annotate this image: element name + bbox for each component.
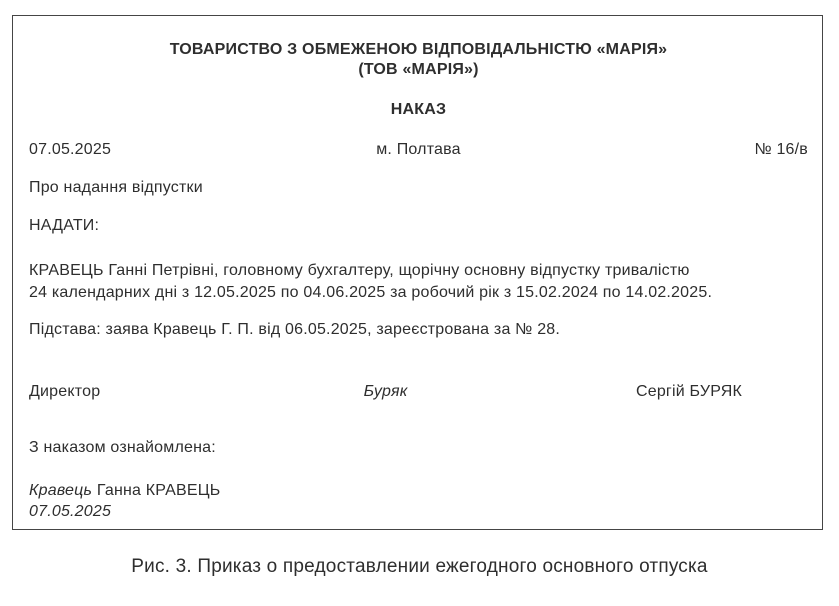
document-number: № 16/в (754, 141, 809, 158)
document-date: 07.05.2025 (29, 141, 112, 158)
employee-name: Ганна КРАВЕЦЬ (96, 482, 221, 499)
acknowledgement-signature-line (29, 480, 808, 501)
company-short-name: (ТОВ «МАРІЯ») (358, 61, 479, 78)
directive-heading: НАДАТИ: (29, 217, 100, 234)
document-type-title: НАКАЗ (390, 101, 447, 118)
director-signature-row (29, 383, 808, 400)
acknowledgement-date: 07.05.2025 (29, 503, 112, 520)
acknowledgement-block (29, 480, 808, 522)
order-body-line-2: 24 календарних дні з 12.05.2025 по 04.06.2025 за робочий рік з 15.02.2024 по 14.02.2025. (29, 284, 713, 301)
order-document (12, 15, 823, 530)
director-handwritten-signature: Буряк (363, 383, 408, 400)
company-name: ТОВАРИСТВО З ОБМЕЖЕНОЮ ВІДПОВІДАЛЬНІСТЮ «МАРІЯ» (169, 41, 668, 58)
signer-position: Директор (29, 383, 101, 400)
document-subject: Про надання відпустки (29, 179, 203, 196)
document-header (29, 40, 808, 80)
signer-name: Сергій БУРЯК (635, 383, 743, 400)
basis-line: Підстава: заява Кравець Г. П. від 06.05.2025, зареєстрована за № 28. (29, 321, 561, 338)
employee-handwritten-signature: Кравець (29, 482, 93, 499)
document-meta-row (29, 142, 808, 158)
figure-caption: Рис. 3. Приказ о предоставлении ежегодного основного отпуска (131, 556, 708, 577)
document-city: м. Полтава (376, 141, 461, 158)
order-body-paragraph (29, 260, 808, 304)
acknowledgement-label: З наказом ознайомлена: (29, 439, 216, 456)
order-body-line-1: КРАВЕЦЬ Ганні Петрівні, головному бухгалтеру, щорічну основну відпустку тривалістю (29, 262, 690, 279)
